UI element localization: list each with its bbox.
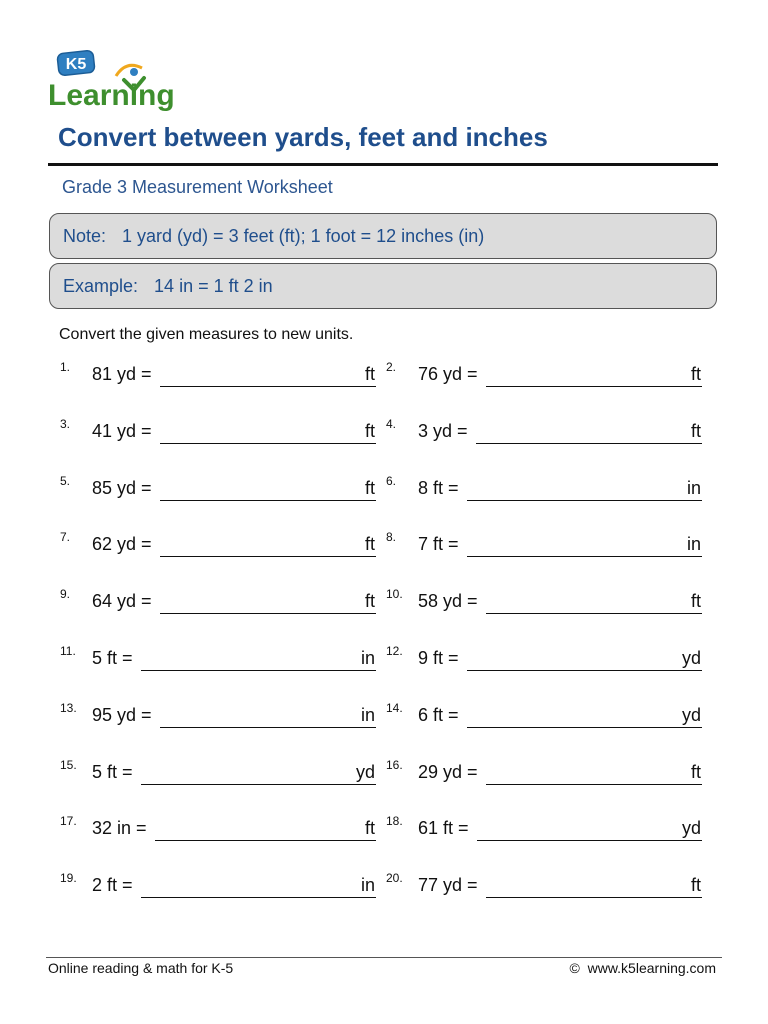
- problem-item: [60, 644, 376, 674]
- answer-blank[interactable]: [467, 670, 702, 671]
- problem-number: 14.: [386, 701, 403, 715]
- answer-blank[interactable]: [160, 386, 376, 387]
- answer-blank[interactable]: [477, 840, 702, 841]
- footer-divider: [46, 957, 722, 958]
- answer-unit: ft: [690, 421, 701, 441]
- problem-question: 85 yd =: [92, 478, 152, 498]
- footer-tagline: Online reading & math for K-5: [48, 960, 234, 976]
- answer-unit: yd: [355, 762, 375, 782]
- problem-question: 6 ft =: [418, 705, 459, 725]
- problem-question: 81 yd =: [92, 364, 152, 384]
- answer-unit: in: [686, 534, 701, 554]
- copyright-symbol: ©: [569, 960, 580, 976]
- answer-unit: ft: [690, 364, 701, 384]
- problem-question: 29 yd =: [418, 762, 478, 782]
- problem-number: 18.: [386, 814, 403, 828]
- problem-item: [386, 644, 702, 674]
- problem-question: 5 ft =: [92, 762, 133, 782]
- problem-question: 76 yd =: [418, 364, 478, 384]
- problem-number: 6.: [386, 474, 397, 488]
- answer-unit: ft: [364, 591, 375, 611]
- answer-unit: ft: [364, 478, 375, 498]
- answer-unit: ft: [364, 534, 375, 554]
- problem-item: [60, 417, 376, 447]
- problem-item: [60, 530, 376, 560]
- problem-number: 20.: [386, 871, 403, 885]
- answer-unit: yd: [681, 818, 701, 838]
- problem-question: 41 yd =: [92, 421, 152, 441]
- answer-blank[interactable]: [160, 556, 376, 557]
- answer-blank[interactable]: [486, 897, 702, 898]
- problem-question: 64 yd =: [92, 591, 152, 611]
- problem-question: 95 yd =: [92, 705, 152, 725]
- example-text: 14 in = 1 ft 2 in: [154, 276, 273, 296]
- k5-learning-logo-graphic: [46, 50, 188, 112]
- answer-unit: yd: [681, 648, 701, 668]
- problem-item: [386, 871, 702, 901]
- problem-number: 17.: [60, 814, 77, 828]
- answer-unit: ft: [690, 875, 701, 895]
- answer-blank[interactable]: [160, 727, 376, 728]
- answer-blank[interactable]: [486, 386, 702, 387]
- problem-number: 5.: [60, 474, 71, 488]
- answer-unit: ft: [690, 591, 701, 611]
- answer-unit: in: [360, 648, 375, 668]
- logo-badge-text: K5: [65, 56, 87, 73]
- answer-unit: in: [686, 478, 701, 498]
- problem-item: [386, 587, 702, 617]
- problem-question: 58 yd =: [418, 591, 478, 611]
- page-title: Convert between yards, feet and inches: [58, 122, 548, 152]
- title-divider: [48, 163, 718, 166]
- problem-number: 11.: [60, 644, 76, 658]
- answer-unit: ft: [364, 818, 375, 838]
- problem-item: [60, 474, 376, 504]
- answer-blank[interactable]: [155, 840, 376, 841]
- answer-blank[interactable]: [467, 500, 702, 501]
- example-label: Example:: [63, 276, 139, 296]
- answer-blank[interactable]: [486, 613, 702, 614]
- problem-number: 4.: [386, 417, 397, 431]
- problem-item: [386, 814, 702, 844]
- problem-question: 5 ft =: [92, 648, 133, 668]
- answer-blank[interactable]: [160, 613, 376, 614]
- answer-blank[interactable]: [141, 897, 376, 898]
- problem-number: 9.: [60, 587, 71, 601]
- problem-number: 12.: [386, 644, 403, 658]
- footer-website: [570, 960, 717, 976]
- answer-unit: in: [360, 875, 375, 895]
- problem-number: 3.: [60, 417, 71, 431]
- answer-blank[interactable]: [467, 727, 702, 728]
- example-box: [49, 263, 717, 309]
- problem-number: 10.: [386, 587, 403, 601]
- problem-number: 19.: [60, 871, 77, 885]
- k5-learning-logo: [46, 50, 188, 112]
- problem-number: 13.: [60, 701, 77, 715]
- problem-number: 16.: [386, 758, 403, 772]
- answer-unit: ft: [364, 364, 375, 384]
- problem-number: 15.: [60, 758, 77, 772]
- problem-question: 61 ft =: [418, 818, 469, 838]
- answer-blank[interactable]: [160, 500, 376, 501]
- problem-question: 9 ft =: [418, 648, 459, 668]
- answer-unit: in: [360, 705, 375, 725]
- answer-unit: ft: [364, 421, 375, 441]
- problem-item: [386, 360, 702, 390]
- problem-question: 8 ft =: [418, 478, 459, 498]
- problem-number: 7.: [60, 530, 71, 544]
- answer-unit: ft: [690, 762, 701, 782]
- note-text: 1 yard (yd) = 3 feet (ft); 1 foot = 12 inches (in): [122, 226, 485, 246]
- problem-item: [386, 701, 702, 731]
- problem-question: 7 ft =: [418, 534, 459, 554]
- instructions-text: Convert the given measures to new units.: [59, 326, 354, 343]
- answer-blank[interactable]: [486, 784, 702, 785]
- answer-unit: yd: [681, 705, 701, 725]
- problem-item: [60, 814, 376, 844]
- problem-item: [60, 758, 376, 788]
- problem-item: [386, 758, 702, 788]
- problem-item: [60, 587, 376, 617]
- problem-number: 2.: [386, 360, 397, 374]
- answer-blank[interactable]: [141, 784, 376, 785]
- problem-item: [386, 530, 702, 560]
- note-label: Note:: [63, 226, 107, 246]
- answer-blank[interactable]: [141, 670, 376, 671]
- footer-url: www.k5learning.com: [587, 960, 716, 976]
- problem-item: [386, 474, 702, 504]
- problem-number: 8.: [386, 530, 397, 544]
- problem-question: 77 yd =: [418, 875, 478, 895]
- problem-question: 32 in =: [92, 818, 147, 838]
- worksheet-subtitle: Grade 3 Measurement Worksheet: [62, 177, 333, 197]
- answer-blank[interactable]: [467, 556, 702, 557]
- problem-question: 3 yd =: [418, 421, 468, 441]
- note-box: [49, 213, 717, 259]
- problem-item: [60, 360, 376, 390]
- problem-item: [60, 701, 376, 731]
- answer-blank[interactable]: [476, 443, 702, 444]
- logo-word-text: Learning: [48, 79, 175, 112]
- problem-item: [60, 871, 376, 901]
- problem-number: 1.: [60, 360, 71, 374]
- problem-question: 2 ft =: [92, 875, 133, 895]
- problem-question: 62 yd =: [92, 534, 152, 554]
- problem-item: [386, 417, 702, 447]
- answer-blank[interactable]: [160, 443, 376, 444]
